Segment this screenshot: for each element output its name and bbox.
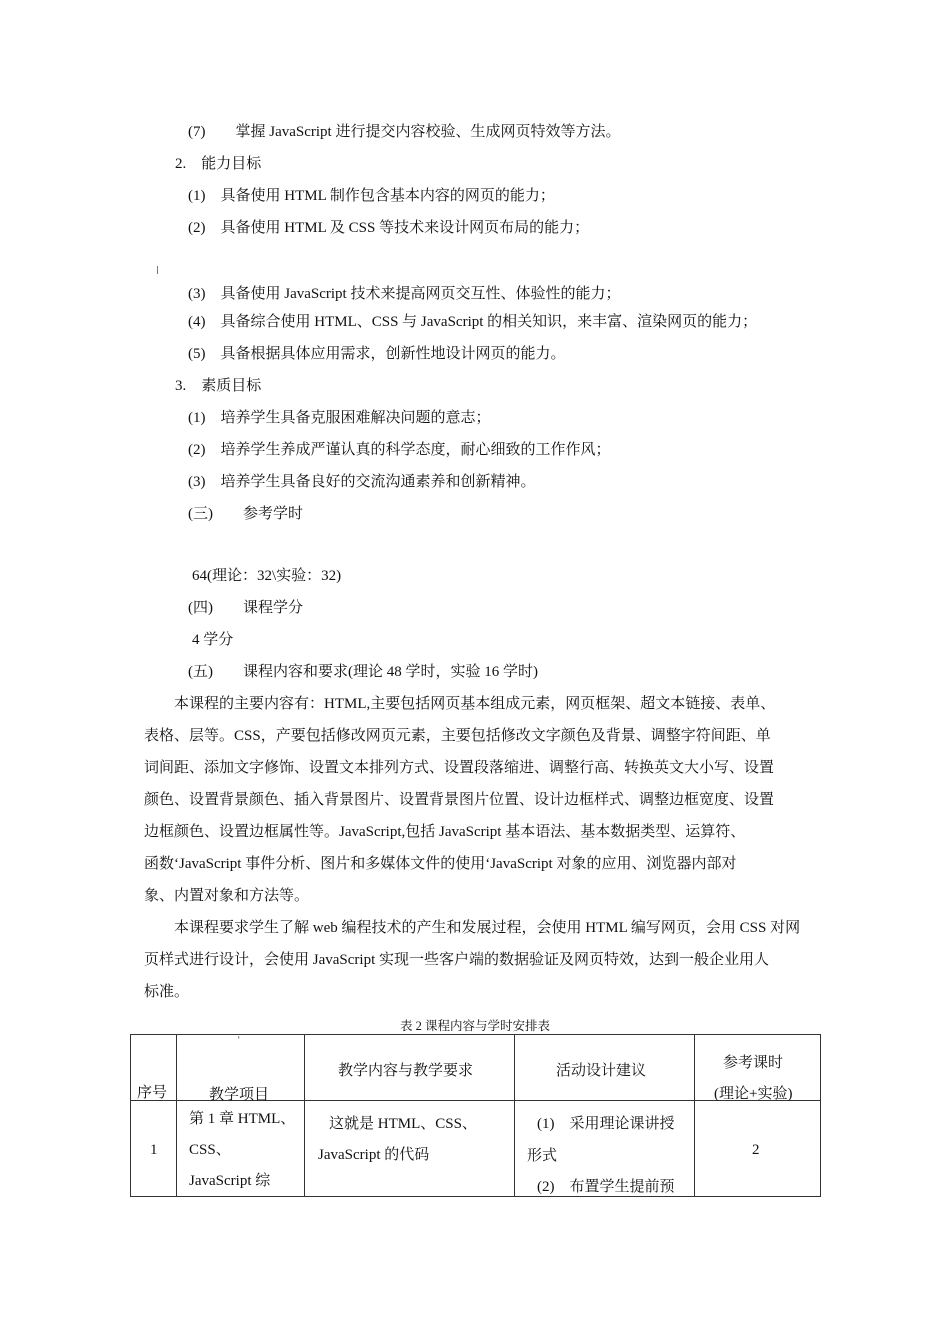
credit-heading: (四) 课程学分 (188, 600, 303, 616)
paragraph-line: 页样式进行设计，会使用 JavaScript 实现一些客户端的数据验证及网页特效，达到一般企业用人 (144, 952, 769, 968)
table-row (131, 1101, 821, 1197)
paragraph-line: 本课程要求学生了解 web 编程技术的产生和发展过程，会使用 HTML 编写网页，会用 CSS 对网 (144, 920, 801, 936)
quality-goals-heading: 3. 素质目标 (175, 378, 262, 394)
quality-goal-1: (1) 培养学生具备克服困难解决问题的意志； (188, 410, 491, 426)
paragraph-line: 象、内置对象和方法等。 (144, 888, 310, 904)
ability-goal-5: (5) 具备根据具体应用需求，创新性地设计网页的能力。 (188, 346, 566, 362)
ability-goal-1: (1) 具备使用 HTML 制作包含基本内容的网页的能力； (188, 188, 555, 204)
quality-goal-2: (2) 培养学生养成严谨认真的科学态度，耐心细致的工作作风； (188, 442, 611, 458)
credit-value: 4 学分 (192, 632, 234, 648)
row1-activity-line3: (2) 布置学生提前预 (537, 1179, 675, 1195)
goal-line-7: (7) 掌握 JavaScript 进行提交内容校验、生成网页特效等方法。 (188, 124, 621, 140)
content-heading: (五) 课程内容和要求(理论 48 学时，实验 16 学时) (188, 664, 538, 680)
row1-content-line1: 这就是 HTML、CSS、 (329, 1116, 477, 1132)
header-hours-line1: 参考课时 (723, 1055, 784, 1071)
row1-activity-line1: (1) 采用理论课讲授 (537, 1116, 675, 1132)
paragraph-line: 表格、层等。CSS，产要包括修改网页元素，主要包括修改文字颜色及背景、调整字符间距、单 (144, 728, 771, 744)
header-seq (131, 1035, 177, 1101)
row1-content-line2: JavaScript 的代码 (318, 1147, 430, 1163)
row1-project-line2: CSS、 (189, 1142, 231, 1158)
quality-goal-3: (3) 培养学生具备良好的交流沟通素养和创新精神。 (188, 474, 536, 490)
row1-project-line1: 第 1 章 HTML、 (189, 1111, 296, 1127)
course-schedule-table (130, 1034, 821, 1197)
stray-mark (157, 266, 158, 274)
ability-goals-heading: 2. 能力目标 (175, 156, 262, 172)
paragraph-line: 标准。 (144, 984, 190, 1000)
header-activity-label: 活动设计建议 (556, 1063, 647, 1079)
row1-seq (131, 1101, 177, 1197)
hours-value: 64(理论：32\实验：32) (192, 568, 342, 584)
paragraph-line: 函数‘JavaScript 事件分析、图片和多媒体文件的使用‘JavaScript 对象的应用、浏览器内部对 (144, 856, 737, 872)
hours-heading: (三) 参考学时 (188, 506, 303, 522)
paragraph-line: 边框颜色、设置边框属性等。JavaScript,包括 JavaScript 基本语法、基本数据类型、运算符、 (144, 824, 746, 840)
header-activity (515, 1035, 695, 1101)
row1-activity (515, 1101, 695, 1197)
row1-hours-value: 2 (752, 1142, 760, 1158)
row1-seq-value: 1 (150, 1142, 158, 1158)
paragraph-line: 本课程的主要内容有：HTML,主要包括网页基本组成元素，网页框架、超文本链接、表单、 (144, 696, 776, 712)
header-hours (695, 1035, 821, 1101)
paragraph-line: 词间距、添加文字修饰、设置文本排列方式、设置段落缩进、调整行高、转换英文大小写、设置 (144, 760, 775, 776)
ability-goal-3: (3) 具备使用 JavaScript 技术来提高网页交互性、体验性的能力； (188, 286, 621, 302)
header-content-label: 教学内容与教学要求 (338, 1063, 474, 1079)
row1-project-line3: JavaScript 综 (189, 1173, 271, 1189)
header-project-label: 教学项目 (209, 1087, 270, 1103)
paragraph-line: 颜色、设置背景颜色、插入背景图片、设置背景图片位置、设计边框样式、调整边框宽度、设置 (144, 792, 775, 808)
table-caption: 表 2 课程内容与学时安排表 (399, 1019, 550, 1033)
row1-hours (695, 1101, 821, 1197)
ability-goal-2: (2) 具备使用 HTML 及 CSS 等技术来设计网页布局的能力； (188, 220, 590, 236)
header-tick-mark: ' (238, 1035, 240, 1045)
table-header-row (131, 1035, 821, 1101)
header-hours-line2: (理论+实验) (714, 1086, 793, 1102)
row1-activity-line2: 形式 (527, 1148, 558, 1164)
row1-content (305, 1101, 515, 1197)
header-content (305, 1035, 515, 1101)
row1-project (177, 1101, 305, 1197)
ability-goal-4: (4) 具备综合使用 HTML、CSS 与 JavaScript 的相关知识，来丰富、渲染网页的能力； (188, 314, 758, 330)
header-seq-label: 序号 (137, 1085, 168, 1101)
header-project (177, 1035, 305, 1101)
